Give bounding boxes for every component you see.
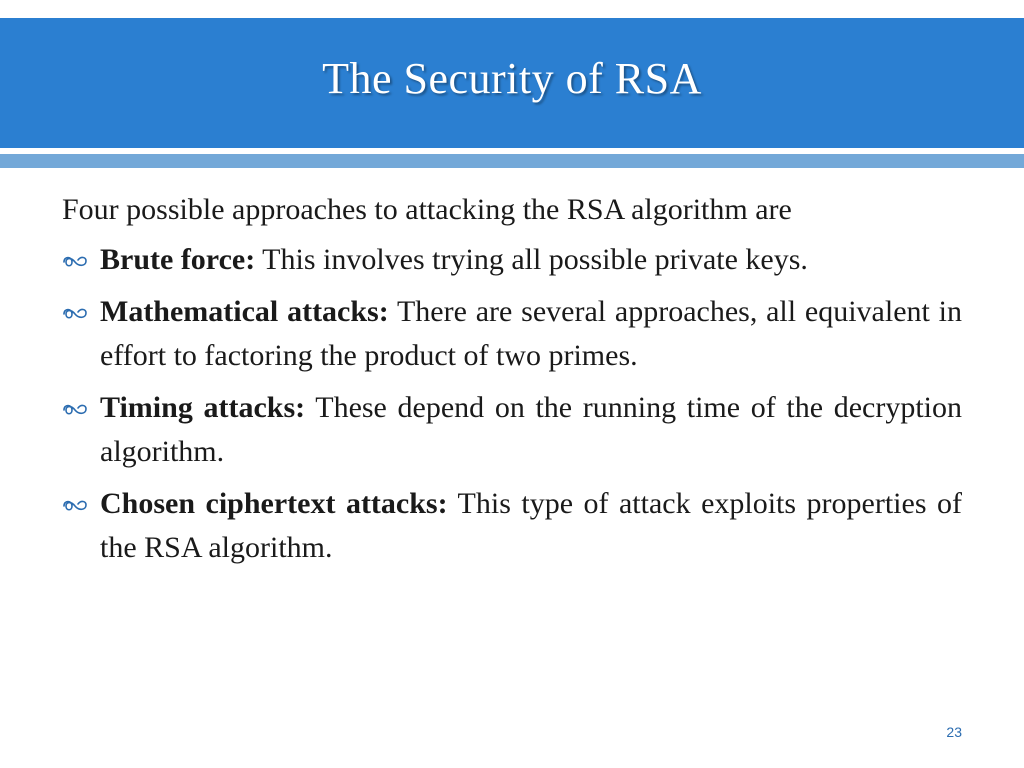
bullet-term: Chosen ciphertext attacks: xyxy=(100,487,448,520)
bullet-term: Timing attacks: xyxy=(100,391,306,424)
curl-bullet-icon xyxy=(62,252,90,268)
curl-bullet-icon xyxy=(62,400,90,416)
bullet-item xyxy=(62,386,962,474)
bullet-item xyxy=(62,238,962,282)
title-bar xyxy=(0,18,1024,148)
bullet-text: This type of attack exploits properties of the RSA algorithm. xyxy=(100,487,962,564)
top-strip xyxy=(0,0,1024,18)
bullet-text: This involves trying all possible private keys. xyxy=(255,243,808,276)
page-number: 23 xyxy=(946,724,962,740)
bullet-item xyxy=(62,482,962,570)
slide-body xyxy=(62,188,962,578)
bullet-item xyxy=(62,290,962,378)
curl-bullet-icon xyxy=(62,496,90,512)
intro-text: Four possible approaches to attacking the RSA algorithm are xyxy=(62,193,792,226)
slide-title: The Security of RSA xyxy=(322,53,702,103)
accent-band xyxy=(0,154,1024,168)
bullet-text: There are several approaches, all equivalent in effort to factoring the product of two primes. xyxy=(100,295,962,372)
bullet-text: These depend on the running time of the decryption algorithm. xyxy=(100,391,962,468)
bullet-term: Brute force: xyxy=(100,243,256,276)
bullet-term: Mathematical attacks: xyxy=(100,295,389,328)
curl-bullet-icon xyxy=(62,304,90,320)
